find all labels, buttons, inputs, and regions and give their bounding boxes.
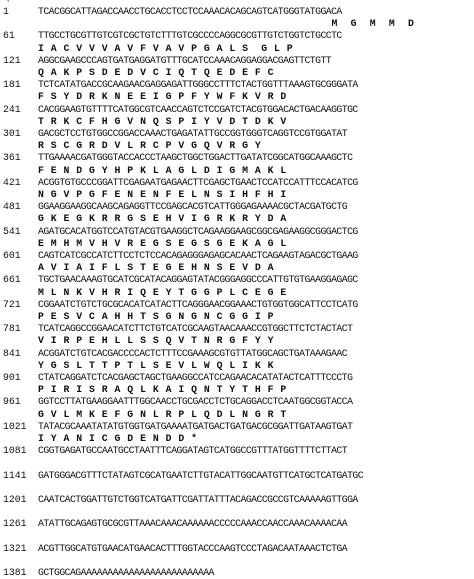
position-number: 1261 bbox=[3, 518, 27, 530]
amino-acid-row bbox=[0, 482, 474, 494]
amino-acid-row bbox=[0, 531, 474, 543]
nucleotide-sequence: GCTGGCAGAAAAAAAAAAAAAAAAAAAAAAAAA bbox=[38, 567, 214, 579]
position-number: 1321 bbox=[3, 542, 27, 554]
nucleotide-sequence: TTGAAAACGATGGGTACCACCCTAAGCTGGCTGGACTTGATATCGGCATGGCAAAGCTC bbox=[38, 152, 353, 164]
amino-acid-sequence: T R K C F H G V N Q S P I Y V D T D K V bbox=[38, 115, 287, 127]
nucleotide-row bbox=[0, 30, 474, 42]
amino-acid-row bbox=[0, 213, 474, 225]
nucleotide-sequence: ATATTGCAGAGTGCGCGTTAAACAAACAAAAAACCCCCAAACCAACCAAACAAAACAA bbox=[38, 518, 348, 530]
amino-acid-row bbox=[0, 91, 474, 103]
amino-acid-row bbox=[0, 311, 474, 323]
nucleotide-sequence: TTGCCTGCGTTGTCGTCGCTGTCTTTGTCGCCCCAGGCGCGTTGTCTGGTCTGCCTC bbox=[38, 30, 342, 42]
nucleotide-sequence: AGGCGAAGCCCAGTGATGAGGATGTTTGCATCCAAACAGGAGGACGAGTTCTGTT bbox=[38, 54, 332, 66]
nucleotide-sequence: CAGTCATCGCCATCTTCCTCTCCACAGAGGGAGAGCACAACTCAGAAGTAGACGCTGAAG bbox=[38, 250, 358, 261]
nucleotide-sequence: GACGCTCCTGTGGCCGGACCAAACTGAGATATTGCCGGTGGGTCAGGTCCGTGGATAT bbox=[38, 128, 348, 139]
position-number: 901 bbox=[3, 372, 21, 383]
amino-acid-row bbox=[0, 457, 474, 469]
position-number: 661 bbox=[3, 274, 21, 286]
nucleotide-sequence: CAATCACTGGATTGTCTGGTCATGATTCGATTATTTACAGACCGCCGTCAAAAAGTTGGA bbox=[38, 494, 358, 505]
nucleotide-sequence: TGCTGAACAAAGTGCATCGCATACAGGAGTATACGGGAGGCCCATTGTGTGAAGGAGAGC bbox=[38, 274, 358, 286]
amino-acid-sequence: Q A K P S D E D V C I Q T Q E D E F C bbox=[38, 67, 275, 78]
nucleotide-row bbox=[0, 421, 474, 433]
nucleotide-sequence: GATGGGACGTTTCTATAGTCGCATGAATCTTGTACATTGGCAATGTTCATGCTCATGATGC bbox=[38, 469, 364, 481]
nucleotide-sequence: TCATCAGGCCGGAACATCTTCTGTCATCGCAAGTAACAAACCGTGGCTTCTCTACTACT bbox=[38, 323, 353, 335]
nucleotide-row bbox=[0, 323, 474, 335]
nucleotide-row bbox=[0, 445, 474, 457]
position-number: 241 bbox=[3, 103, 21, 115]
nucleotide-sequence: CGGTGAGATGCCAATGCCTAATTTCAGGATAGTCATGGCCGTTTATGGTTTTCTTACT bbox=[38, 445, 348, 457]
amino-acid-sequence: F S Y D R K N E E I G P F Y W F K V R D bbox=[38, 91, 287, 103]
position-number: 841 bbox=[3, 347, 21, 359]
amino-acid-sequence: G V L M K E F G N L R P L Q D L N G R T bbox=[38, 408, 287, 420]
amino-acid-row bbox=[0, 409, 474, 421]
nucleotide-row bbox=[0, 79, 474, 91]
nucleotide-row bbox=[0, 543, 474, 555]
amino-acid-sequence: Y G S L T T P T L S E V L W Q L I K K bbox=[38, 359, 275, 371]
nucleotide-sequence: CGGAATCTGTCTGCGCACATCATACTTCAGGGAACGGAAACTGTGGTGGCATTCCTCATG bbox=[38, 298, 358, 310]
nucleotide-row bbox=[0, 494, 474, 506]
position-number: 61 bbox=[3, 30, 15, 42]
nucleotide-row bbox=[0, 567, 474, 579]
nucleotide-row bbox=[0, 250, 474, 262]
nucleotide-sequence: CACGGAAGTGTTTTCATGGCGTCAACCAGTCTCCGATCTACGTGGACACTGACAAGGTGC bbox=[38, 103, 358, 115]
nucleotide-row bbox=[0, 201, 474, 213]
nucleotide-sequence: GGAAGGAAGGCAAGCAGAGGTTCCGAGCACGTCATTGGGAGAAAACGCTACGATGCTG bbox=[38, 201, 348, 213]
nucleotide-sequence: GGTCCTTATGAAGGAATTTGGCAACCTGCGACCTCTGCAGGACCTCAATGGCGGTACCA bbox=[38, 396, 353, 408]
amino-acid-row bbox=[0, 67, 474, 79]
position-number: 121 bbox=[3, 54, 21, 66]
nucleotide-sequence: ACGTTGGCATGTGAACATGAACACTTTGGTACCCAAGTCCCTAGACAATAAACTCTGA bbox=[38, 542, 348, 554]
corner-mark: ' bbox=[6, 0, 11, 8]
amino-acid-row bbox=[0, 360, 474, 372]
position-number: 1141 bbox=[3, 469, 27, 481]
amino-acid-row bbox=[0, 433, 474, 445]
nucleotide-row bbox=[0, 177, 474, 189]
nucleotide-sequence: ACGGATCTGTCACGACCCCACTCTTTCCGAAAGCGTGTTATGGCAGCTGATAAAGAAC bbox=[38, 347, 348, 359]
nucleotide-row bbox=[0, 470, 474, 482]
amino-acid-sequence: M L N K V H R I Q E Y T G G P L C E G E bbox=[38, 286, 287, 298]
position-number: 1 bbox=[3, 6, 9, 17]
amino-acid-sequence: I Y A N I C G D E N D D * bbox=[38, 433, 198, 444]
nucleotide-row bbox=[0, 372, 474, 384]
amino-acid-sequence: P E S V C A H H T S G N G N C G G I P bbox=[38, 311, 275, 322]
position-number: 1201 bbox=[3, 494, 27, 505]
nucleotide-sequence: ACGGTGTGCCCGGATTCGAGAATGAGAACTTCGAGCTGAACTCCATCCATTTCCACATCG bbox=[38, 176, 358, 188]
nucleotide-row bbox=[0, 104, 474, 116]
nucleotide-row bbox=[0, 55, 474, 67]
nucleotide-row bbox=[0, 128, 474, 140]
position-number: 1381 bbox=[3, 567, 27, 579]
amino-acid-row bbox=[0, 384, 474, 396]
nucleotide-row bbox=[0, 6, 474, 18]
amino-acid-row bbox=[0, 335, 474, 347]
position-number: 1081 bbox=[3, 445, 27, 457]
nucleotide-row bbox=[0, 299, 474, 311]
nucleotide-row bbox=[0, 348, 474, 360]
nucleotide-sequence: TCTCATATGACCGCAAGAACGAGGAGATTGGGCCTTTCTACTGGTTTAAAGTGCGGGATA bbox=[38, 79, 358, 91]
amino-acid-row bbox=[0, 140, 474, 152]
nucleotide-row bbox=[0, 226, 474, 238]
position-number: 601 bbox=[3, 250, 21, 261]
position-number: 421 bbox=[3, 176, 21, 188]
amino-acid-row bbox=[0, 18, 474, 30]
nucleotide-sequence: TCACGGCATTAGACCAACCTGCACCTCCTCCAAACACAGCAGTCATGGGTATGGACA bbox=[38, 6, 342, 17]
amino-acid-row bbox=[0, 165, 474, 177]
nucleotide-sequence: CTATCAGGATCTCACGAGCTAGCTGAAGGCCATCCAGAACACATATACTCATTTCCCTG bbox=[38, 372, 353, 383]
amino-acid-row bbox=[0, 287, 474, 299]
amino-acid-sequence: F E N D G Y H P K L A G L D I G M A K L bbox=[38, 164, 287, 176]
amino-acid-row bbox=[0, 116, 474, 128]
position-number: 361 bbox=[3, 152, 21, 164]
nucleotide-row bbox=[0, 274, 474, 286]
amino-acid-row bbox=[0, 189, 474, 201]
position-number: 181 bbox=[3, 79, 21, 91]
amino-acid-sequence: R S C G R D V L R C P V G Q V R G Y bbox=[38, 140, 262, 152]
position-number: 721 bbox=[3, 298, 21, 310]
position-number: 1021 bbox=[3, 420, 27, 432]
amino-acid-row bbox=[0, 506, 474, 518]
nucleotide-row bbox=[0, 152, 474, 164]
amino-acid-sequence: M G M M D bbox=[38, 18, 415, 30]
position-number: 961 bbox=[3, 396, 21, 408]
nucleotide-sequence: TATACGCAAATATATGTGGTGATGAAAATGATGACTGATGACGCGGATTGATAAGTGAT bbox=[38, 420, 353, 432]
nucleotide-row bbox=[0, 396, 474, 408]
amino-acid-sequence: P I R I S R A Q L K A I Q N T Y T H F P bbox=[38, 384, 287, 396]
position-number: 541 bbox=[3, 225, 21, 237]
position-number: 481 bbox=[3, 201, 21, 213]
amino-acid-row bbox=[0, 262, 474, 274]
amino-acid-sequence: I A C V V V A V F V A V P G A L S G L P bbox=[38, 42, 294, 54]
nucleotide-row bbox=[0, 518, 474, 530]
amino-acid-row bbox=[0, 43, 474, 55]
amino-acid-sequence: G K E G K R R G S E H V I G R K R Y D A bbox=[38, 213, 287, 225]
amino-acid-sequence: A V I A I F L S T E G E H N S E V D A bbox=[38, 262, 275, 274]
position-number: 781 bbox=[3, 323, 21, 335]
amino-acid-row bbox=[0, 555, 474, 567]
amino-acid-sequence: V I R P E H L L S S Q V T N R G F Y Y bbox=[38, 335, 275, 347]
nucleotide-sequence: AGATGCACATGGTCCATGTACGTGAAGGCTCAGAAGGAAGCGGCGAGAAGGCGGGACTCG bbox=[38, 225, 358, 237]
amino-acid-sequence: N G V P G F E N E N F E L N S I H F H I bbox=[38, 189, 287, 200]
position-number: 301 bbox=[3, 128, 21, 139]
amino-acid-row bbox=[0, 238, 474, 250]
amino-acid-sequence: E M H M V H V R E G S E G S G E K A G L bbox=[38, 237, 287, 249]
